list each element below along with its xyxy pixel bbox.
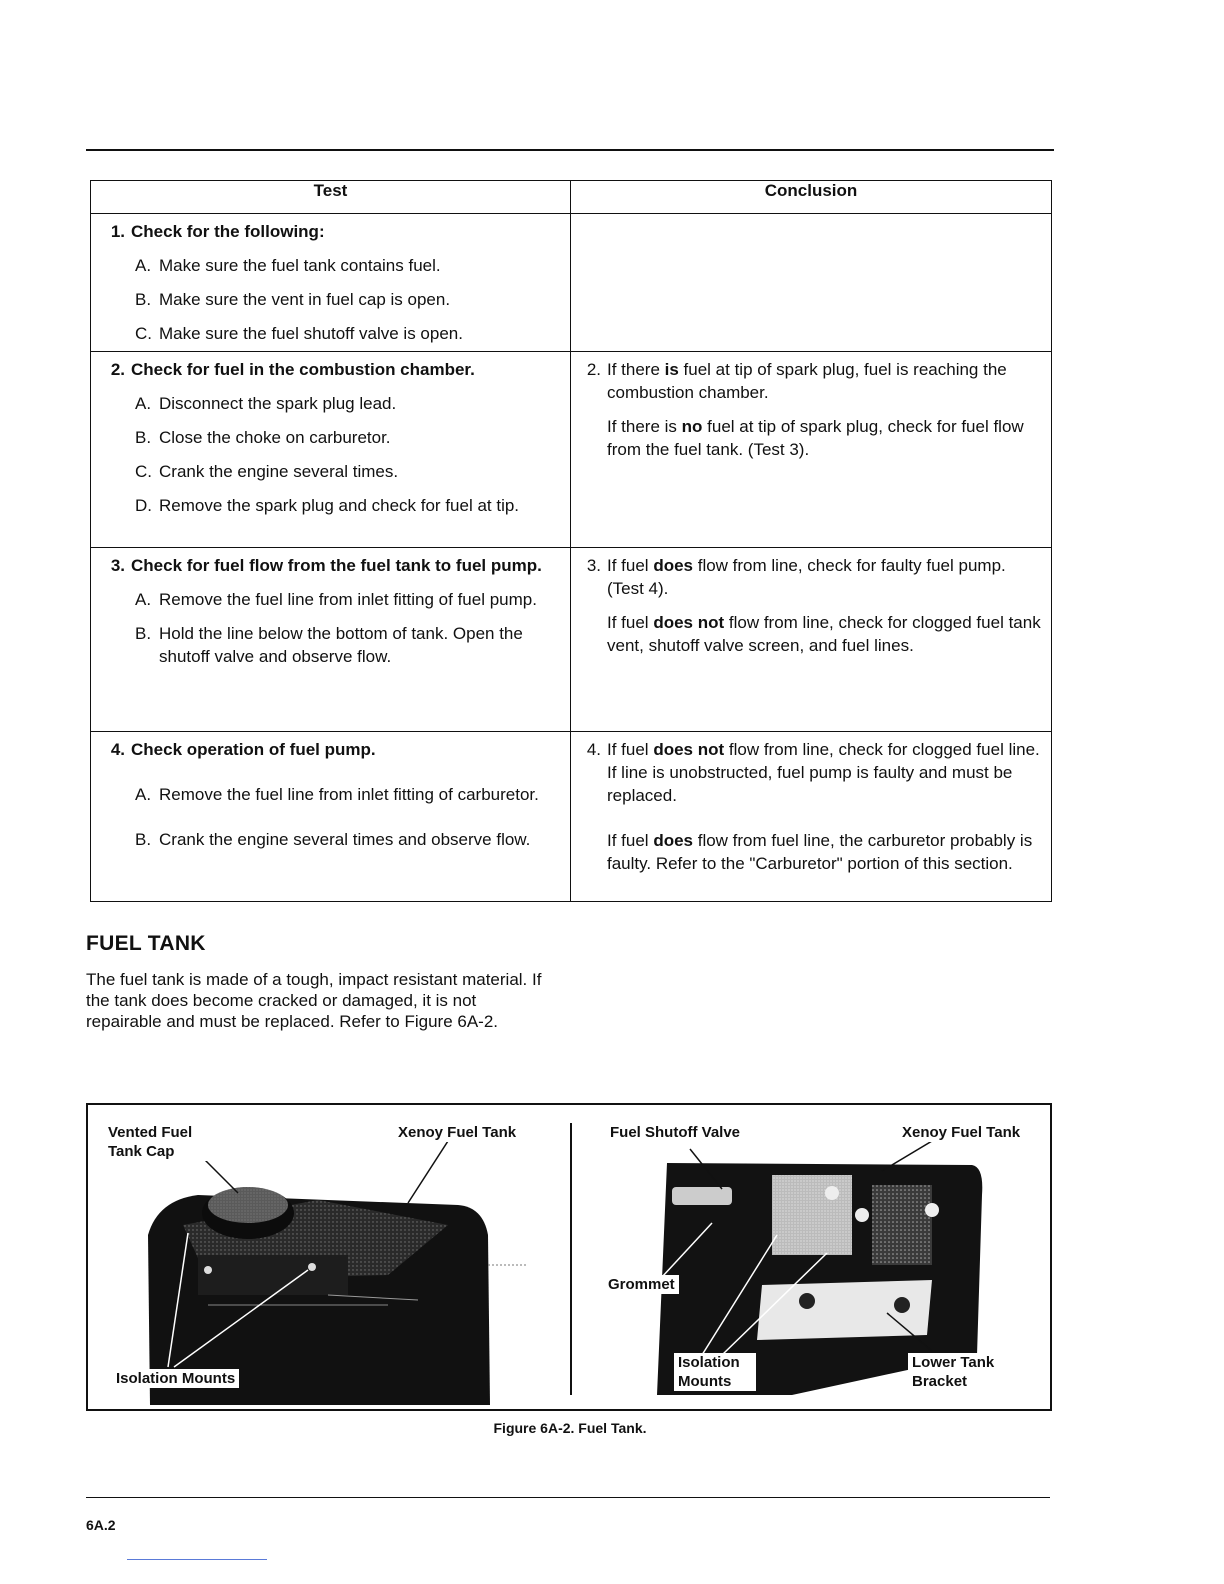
emphasis-run: does <box>653 831 693 850</box>
figure-caption: Figure 6A-2. Fuel Tank. <box>493 1420 647 1436</box>
text-run: flow from line, check for clogged fuel tank vent, shutoff valve screen, and fuel lines. <box>607 613 1041 655</box>
text-run: flow from line, check for clogged fuel line. If line is unobstructed, fuel pump is faulty and must be replaced. <box>607 740 1040 805</box>
text-run: flow from line, check for faulty fuel pump. (Test 4). <box>607 556 1006 598</box>
test-number: 3. <box>110 556 125 575</box>
label-grommet: Grommet <box>604 1275 679 1294</box>
step-letter: B. <box>135 830 152 849</box>
step-text: Make sure the fuel shutoff valve is open. <box>159 324 463 343</box>
conclusion-cell <box>571 732 1052 902</box>
header-test: Test <box>91 181 571 214</box>
step-text: Hold the line below the bottom of tank. Open the shutoff valve and observe flow. <box>159 624 523 666</box>
header-conclusion: Conclusion <box>571 181 1052 214</box>
step-letter: A. <box>135 256 152 275</box>
test-cell <box>91 732 571 902</box>
top-rule <box>86 149 1054 151</box>
step-letter: B. <box>135 624 152 643</box>
step-text: Close the choke on carburetor. <box>159 428 391 447</box>
step-text: Make sure the vent in fuel cap is open. <box>159 290 451 309</box>
label-xenoy-fuel-tank: Xenoy Fuel Tank <box>398 1124 517 1141</box>
text-run: If fuel <box>607 831 654 850</box>
step-letter: A. <box>135 394 152 413</box>
step-letter: B. <box>135 290 152 309</box>
step-letter: A. <box>135 590 152 609</box>
troubleshooting-table <box>90 180 1052 902</box>
text-run: fuel at tip of spark plug, fuel is reaching the combustion chamber. <box>607 360 1007 402</box>
text-run: If fuel <box>607 613 654 632</box>
step-text: Make sure the fuel tank contains fuel. <box>159 256 441 275</box>
conclusion-number: 3. <box>586 556 601 575</box>
step-text: Crank the engine several times. <box>159 462 399 481</box>
conclusion-cell <box>571 214 1052 352</box>
table-row <box>91 214 1052 352</box>
step-text: Remove the fuel line from inlet fitting of carburetor. <box>159 785 539 804</box>
label-lower-tank-bracket: Lower Tank Bracket <box>908 1353 1016 1391</box>
bottom-rule <box>86 1497 1050 1498</box>
test-number: 4. <box>110 740 125 759</box>
text-run: flow from fuel line, the carburetor probably is faulty. Refer to the "Carburetor" portion of this section. <box>607 831 1033 873</box>
page-number: 6A.2 <box>86 1517 116 1533</box>
figure-6a-2 <box>86 1103 1052 1411</box>
footer-link-underline <box>127 1559 267 1560</box>
test-title: Check operation of fuel pump. <box>131 740 376 759</box>
test-cell <box>91 214 571 352</box>
emphasis-run: does not <box>653 740 725 759</box>
conclusion-paragraph <box>607 415 1043 461</box>
test-number: 1. <box>110 222 125 241</box>
emphasis-run: is <box>664 360 679 379</box>
conclusion-paragraph <box>607 738 1043 807</box>
label-vented-fuel-tank-cap: Vented Fuel Tank Cap <box>108 1123 228 1161</box>
label-isolation-mounts: Isolation Mounts <box>112 1369 239 1388</box>
test-title: Check for fuel flow from the fuel tank to fuel pump. <box>131 556 542 575</box>
emphasis-run: does not <box>653 613 725 632</box>
conclusion-paragraph <box>607 358 1043 404</box>
emphasis-run: no <box>681 417 703 436</box>
test-title: Check for the following: <box>131 222 325 241</box>
test-cell <box>91 352 571 548</box>
text-run: If there <box>607 360 665 379</box>
text-run: If there is <box>607 417 682 436</box>
test-cell <box>91 548 571 732</box>
conclusion-number: 2. <box>586 360 601 379</box>
step-letter: B. <box>135 428 152 447</box>
conclusion-paragraph <box>607 611 1043 657</box>
step-letter: A. <box>135 785 152 804</box>
text-run: fuel at tip of spark plug, check for fuel flow from the fuel tank. (Test 3). <box>607 417 1024 459</box>
text-run: If fuel <box>607 556 654 575</box>
table-row <box>91 732 1052 902</box>
conclusion-cell <box>571 548 1052 732</box>
table-row <box>91 548 1052 732</box>
test-title: Check for fuel in the combustion chamber. <box>131 360 475 379</box>
leader-line <box>408 1141 448 1203</box>
step-letter: C. <box>135 324 152 343</box>
step-text: Disconnect the spark plug lead. <box>159 394 397 413</box>
test-number: 2. <box>110 360 125 379</box>
label-isolation-mounts-right: Isolation Mounts <box>674 1353 756 1391</box>
text-run: If fuel <box>607 740 654 759</box>
step-text: Remove the fuel line from inlet fitting of fuel pump. <box>159 590 537 609</box>
emphasis-run: does <box>653 556 693 575</box>
label-fuel-shutoff-valve: Fuel Shutoff Valve <box>610 1124 741 1141</box>
table-header-row <box>91 181 1052 214</box>
section-heading: FUEL TANK <box>86 932 206 955</box>
step-letter: D. <box>135 496 152 515</box>
conclusion-cell <box>571 352 1052 548</box>
step-text: Crank the engine several times and observe flow. <box>159 830 531 849</box>
step-text: Remove the spark plug and check for fuel at tip. <box>159 496 520 515</box>
table-row <box>91 352 1052 548</box>
label-xenoy-fuel-tank-right: Xenoy Fuel Tank <box>902 1124 1021 1141</box>
conclusion-paragraph <box>607 829 1043 875</box>
conclusion-paragraph <box>607 554 1043 600</box>
conclusion-number: 4. <box>586 740 601 759</box>
section-body: The fuel tank is made of a tough, impact resistant material. If the tank does become cracked or damaged, it is not repairable and must be replaced. Refer to Figure 6A-2. <box>86 970 542 1031</box>
step-letter: C. <box>135 462 152 481</box>
